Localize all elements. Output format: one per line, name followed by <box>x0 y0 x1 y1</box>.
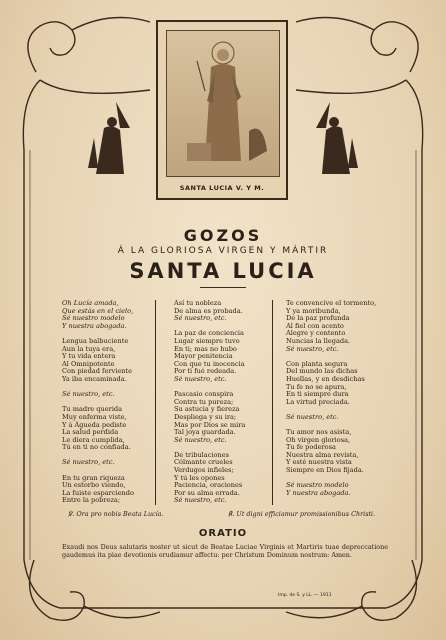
verse-line: Siempre en Dios fijada. <box>286 466 364 475</box>
verse-line: Su astucia y fiereza <box>174 405 240 414</box>
verse-line: Muy enferma viste, <box>62 412 127 421</box>
verse-line: Te convencive el tormento, <box>286 299 377 307</box>
verse-line: Y nuestra abogada. <box>286 488 351 497</box>
saint-image <box>166 30 280 177</box>
verse-line: Alegre y contento <box>286 329 346 338</box>
verse-line: Y á Águeda pediste <box>62 420 127 429</box>
verse-line: Huellas, y en desdichas <box>286 374 365 383</box>
verse-line: En ti; mas no hubo <box>174 344 237 353</box>
verse-line: La virtud preciada. <box>286 397 350 406</box>
verse-line: Al Omnipotente <box>62 359 115 368</box>
verse-line: Con piedad ferviente <box>62 367 133 376</box>
title-gozos: GOZOS <box>183 226 263 245</box>
column-separator-2 <box>272 300 273 505</box>
verse-line: Mas por Dios se mira <box>174 420 246 429</box>
verse-line: Oh virgen gloriosa, <box>286 435 351 444</box>
verse-line: Sé nuestro, etc. <box>286 412 339 421</box>
verse-line: Contra tu pureza; <box>174 397 234 406</box>
verse-line: Y tú les opones <box>174 473 225 482</box>
verse-line: Sé nuestro, etc. <box>174 374 227 383</box>
verse-line: Oh Lucía amada, <box>62 299 119 307</box>
verse-line: Tu madre querida <box>62 405 123 414</box>
verse-line: Con que tu inocencia <box>174 359 245 368</box>
verse-line: De tribulaciones <box>174 450 230 459</box>
verse-line: Y tu vida entera <box>62 352 116 361</box>
verse-line: Cólmante crueles <box>174 458 233 467</box>
title-divider <box>200 287 246 288</box>
verse-line: Sé nuestro modelo <box>62 314 125 323</box>
verse-line: Le diera cumplida, <box>62 435 125 444</box>
verse-line: Con planta segura <box>286 359 348 368</box>
verse-line: Por ti fué redeada. <box>174 367 237 376</box>
verse-line: Del mundo las dichas <box>286 367 358 376</box>
verse-line: Al fiel con acento <box>286 321 344 330</box>
verse-line: Entre la pobreza; <box>62 496 121 505</box>
verse-line: Sé nuestro, etc. <box>174 435 227 444</box>
verse-line: La fuiste esparciendo <box>62 488 134 497</box>
verse-line: Sé nuestro, etc. <box>62 458 115 467</box>
verse-line: Despliega y su ira; <box>174 412 237 421</box>
verse-line: Así tu nobleza <box>174 299 222 307</box>
verse-line: Nuestra alma revista, <box>286 450 359 459</box>
verse-line: Y nuestra abogada. <box>62 321 127 330</box>
verse-line: Lugar siempre tuvo <box>174 336 240 345</box>
verse-line: Tú en ti no confiada. <box>62 443 131 452</box>
saint-figure-illustration <box>167 31 279 176</box>
verse-line: Sé nuestro, etc. <box>286 344 339 353</box>
verse-line: La salud perdida <box>62 428 119 437</box>
verse-line: La paz de conciencia <box>174 329 244 338</box>
verse-line: Tu fe poderosa <box>286 443 336 452</box>
title-subheading: Á LA GLORIOSA VIRGEN Y MÁRTIR <box>117 246 329 256</box>
verse-line: Un estorbo viendo, <box>62 481 126 490</box>
verse-line: En tu gran riqueza <box>62 473 125 482</box>
verse-line: Verdugos infieles; <box>174 466 234 475</box>
verse-line: De la paz profunda <box>286 314 350 323</box>
verse-line: Que estás en el cielo, <box>62 306 134 315</box>
verse-line: Sé nuestro, etc. <box>62 390 115 399</box>
oratio-text: Exaudi nos Deus salutaris noster ut sicut de Beatae Luciae Virginis et Martiris tuae depreccatione gaudemus ita piae devotionis erudiamur affectu: per Christum Dominum nostrum: Amen. <box>62 543 388 559</box>
versicle: ℣. Ora pro nobis Beata Lucía. <box>68 510 164 518</box>
hymn-column-1 <box>62 300 134 505</box>
hymn-column-2 <box>174 300 245 505</box>
verse-line: En ti siempre dura <box>286 390 349 399</box>
left-angel-illustration <box>86 98 134 178</box>
verse-line: Y esté nuestra vista <box>286 458 352 467</box>
title-santa-lucia: SANTA LUCIA <box>129 259 317 283</box>
verse-line: Sé nuestro modelo <box>286 481 349 490</box>
verse-line: Aun la tuya era, <box>62 344 116 353</box>
verse-line: Mayor penitencia <box>174 352 233 361</box>
verse-line: Y ya moribunda, <box>286 306 341 315</box>
oratio-heading: ORATIO <box>198 528 248 539</box>
column-separator-1 <box>155 300 156 505</box>
hymn-column-3 <box>286 300 376 497</box>
printer-mark: Imp. de S. y LL. — 1911 <box>278 593 332 598</box>
verse-line: Ya iba encaminada. <box>62 374 127 383</box>
verse-line: Lengua balbuciente <box>62 336 129 345</box>
portrait-caption: SANTA LUCIA V. Y M. <box>179 184 265 192</box>
right-angel-illustration <box>312 98 360 178</box>
verse-line: Paciencia, oraciones <box>174 481 243 490</box>
verse-line: Sé nuestro, etc. <box>174 496 227 505</box>
verse-line: De alma es probada. <box>174 306 243 315</box>
verse-line: Tu amor nos asista, <box>286 428 352 437</box>
verse-line: Tu fe no se apura, <box>286 382 347 391</box>
response: ℟. Ut digni efficiamur promissionibus Christi. <box>228 510 376 518</box>
verse-line: Por su alma errada. <box>174 488 240 497</box>
verse-line: Tal joya guardada. <box>174 428 236 437</box>
saint-portrait <box>156 20 288 200</box>
verse-line: Sé nuestro, etc. <box>174 314 227 323</box>
verse-line: Pascasio conspira <box>174 390 234 399</box>
verse-line: Nuncias la llegada. <box>286 336 351 345</box>
